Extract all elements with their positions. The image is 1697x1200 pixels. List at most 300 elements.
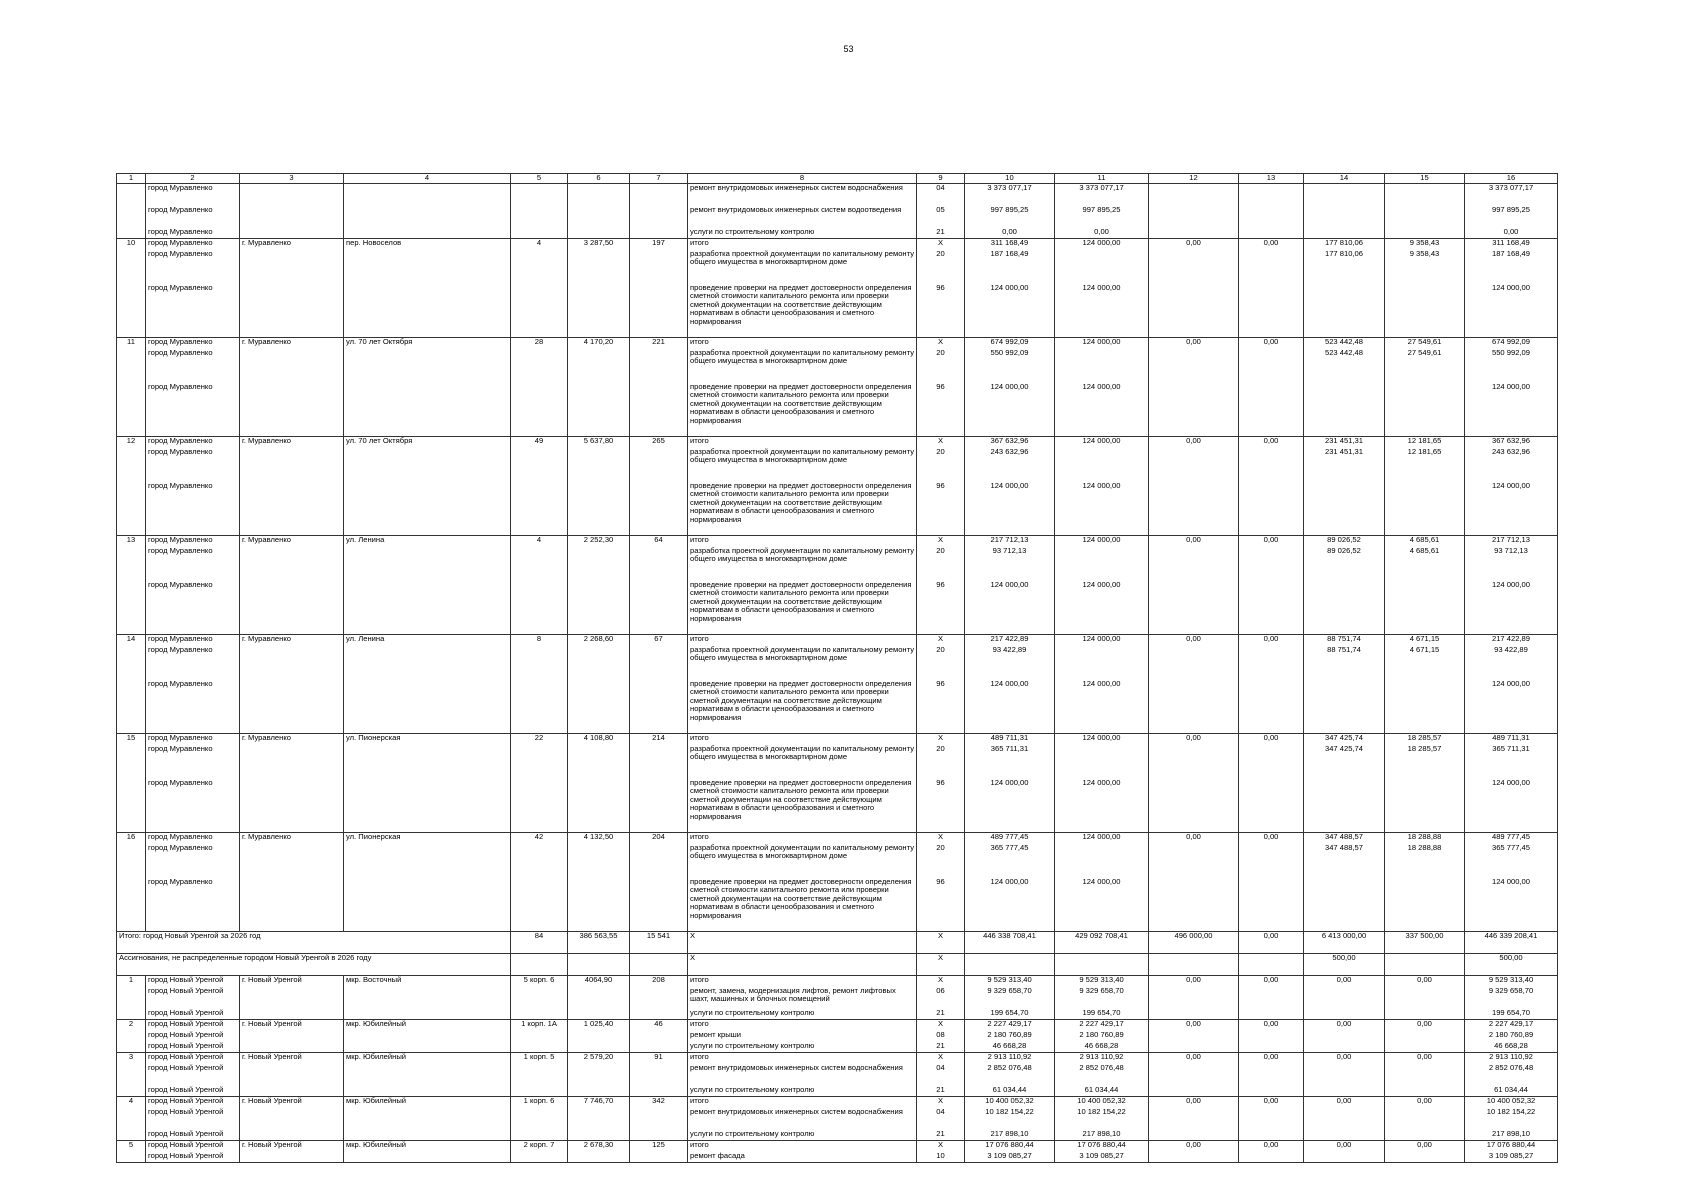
cell-funding-a: 124 000,00 bbox=[1055, 239, 1149, 250]
cell-funding-c bbox=[1239, 228, 1304, 239]
cell-work-code: X bbox=[917, 976, 965, 987]
cell-settlement bbox=[240, 1042, 344, 1053]
cell-funding-a: 2 180 760,89 bbox=[1055, 1031, 1149, 1042]
cell-funding-total: 997 895,25 bbox=[1465, 206, 1558, 228]
cell-funding-b bbox=[1149, 646, 1239, 680]
cell-total-cost: 17 076 880,44 bbox=[965, 1141, 1055, 1152]
cell-area bbox=[568, 954, 630, 976]
cell-work-code: 04 bbox=[917, 184, 965, 206]
cell-total-cost: 489 711,31 bbox=[965, 734, 1055, 745]
cell-total-cost: 2 913 110,92 bbox=[965, 1053, 1055, 1064]
cell-funding-b bbox=[1149, 954, 1239, 976]
cell-funding-a: 124 000,00 bbox=[1055, 383, 1149, 437]
cell-work-type: проведение проверки на предмет достоверности определения сметной стоимости капитального ремонта или проверки сметной документации на соответствие действующим нормативам в области ценообразования и сметного нормирования bbox=[688, 878, 917, 932]
cell-funding-d bbox=[1304, 228, 1385, 239]
cell-total-cost: 199 654,70 bbox=[965, 1009, 1055, 1020]
cell-residents: 64 bbox=[630, 536, 688, 547]
cell-funding-b: 0,00 bbox=[1149, 976, 1239, 987]
cell-residents bbox=[630, 482, 688, 536]
cell-municipality: город Муравленко bbox=[146, 878, 240, 932]
cell-funding-c bbox=[1239, 184, 1304, 206]
cell-work-code: X bbox=[917, 1141, 965, 1152]
cell-house bbox=[511, 844, 568, 878]
cell-residents bbox=[630, 779, 688, 833]
cell-street bbox=[344, 206, 511, 228]
cell-area bbox=[568, 482, 630, 536]
cell-funding-c bbox=[1239, 547, 1304, 581]
cell-total-cost: 3 373 077,17 bbox=[965, 184, 1055, 206]
cell-funding-a: 429 092 708,41 bbox=[1055, 932, 1149, 954]
cell-street bbox=[344, 228, 511, 239]
cell-funding-e: 0,00 bbox=[1385, 1053, 1465, 1064]
cell-area: 386 563,55 bbox=[568, 932, 630, 954]
cell-funding-total: 365 711,31 bbox=[1465, 745, 1558, 779]
table-row-total bbox=[117, 734, 1558, 745]
cell-area: 2 252,30 bbox=[568, 536, 630, 547]
cell-funding-a: 10 400 052,32 bbox=[1055, 1097, 1149, 1108]
cell-residents: 15 541 bbox=[630, 932, 688, 954]
cell-municipality: город Муравленко bbox=[146, 284, 240, 338]
cell-street bbox=[344, 383, 511, 437]
cell-funding-c: 0,00 bbox=[1239, 734, 1304, 745]
cell-funding-total: 187 168,49 bbox=[1465, 250, 1558, 284]
cell-funding-e: 9 358,43 bbox=[1385, 239, 1465, 250]
cell-funding-c bbox=[1239, 987, 1304, 1009]
column-header: 2 bbox=[146, 174, 240, 184]
cell-total-cost: 365 711,31 bbox=[965, 745, 1055, 779]
cell-funding-d bbox=[1304, 1009, 1385, 1020]
cell-total-cost: 10 400 052,32 bbox=[965, 1097, 1055, 1108]
cell-funding-b: 0,00 bbox=[1149, 536, 1239, 547]
cell-funding-e bbox=[1385, 228, 1465, 239]
cell-area: 5 637,80 bbox=[568, 437, 630, 448]
cell-street bbox=[344, 844, 511, 878]
cell-total-cost: 93 712,13 bbox=[965, 547, 1055, 581]
cell-funding-e bbox=[1385, 878, 1465, 932]
cell-house bbox=[511, 646, 568, 680]
column-header: 11 bbox=[1055, 174, 1149, 184]
cell-total-cost: 550 992,09 bbox=[965, 349, 1055, 383]
cell-funding-c: 0,00 bbox=[1239, 1141, 1304, 1152]
cell-funding-d bbox=[1304, 1042, 1385, 1053]
cell-funding-b bbox=[1149, 844, 1239, 878]
cell-row-number bbox=[117, 250, 146, 284]
cell-funding-d bbox=[1304, 1086, 1385, 1097]
cell-settlement bbox=[240, 646, 344, 680]
column-header: 9 bbox=[917, 174, 965, 184]
cell-total-cost: 61 034,44 bbox=[965, 1086, 1055, 1097]
cell-area bbox=[568, 383, 630, 437]
cell-settlement: г. Новый Уренгой bbox=[240, 1097, 344, 1108]
cell-house bbox=[511, 206, 568, 228]
cell-area: 7 746,70 bbox=[568, 1097, 630, 1108]
cell-funding-e: 4 671,15 bbox=[1385, 646, 1465, 680]
cell-funding-c: 0,00 bbox=[1239, 536, 1304, 547]
cell-residents bbox=[630, 383, 688, 437]
table-row-total bbox=[117, 833, 1558, 844]
cell-residents: 46 bbox=[630, 1020, 688, 1031]
cell-work-type: проведение проверки на предмет достоверности определения сметной стоимости капитального ремонта или проверки сметной документации на соответствие действующим нормативам в области ценообразования и сметного нормирования bbox=[688, 680, 917, 734]
cell-house: 4 bbox=[511, 536, 568, 547]
table-row bbox=[117, 250, 1558, 284]
cell-street: ул. Ленина bbox=[344, 635, 511, 646]
cell-residents bbox=[630, 646, 688, 680]
cell-funding-c bbox=[1239, 1152, 1304, 1163]
cell-funding-b bbox=[1149, 1031, 1239, 1042]
cell-residents: 214 bbox=[630, 734, 688, 745]
cell-municipality: город Новый Уренгой bbox=[146, 1031, 240, 1042]
cell-funding-e: 4 685,61 bbox=[1385, 547, 1465, 581]
cell-row-number bbox=[117, 1086, 146, 1097]
cell-funding-e bbox=[1385, 284, 1465, 338]
cell-residents: 208 bbox=[630, 976, 688, 987]
cell-municipality: город Новый Уренгой bbox=[146, 1053, 240, 1064]
cell-area bbox=[568, 844, 630, 878]
cell-house: 42 bbox=[511, 833, 568, 844]
column-header: 13 bbox=[1239, 174, 1304, 184]
column-header: 4 bbox=[344, 174, 511, 184]
cell-area bbox=[568, 1031, 630, 1042]
cell-area bbox=[568, 1086, 630, 1097]
cell-funding-e: 27 549,61 bbox=[1385, 338, 1465, 349]
cell-work-type: разработка проектной документации по капитальному ремонту общего имущества в многоквартирном доме bbox=[688, 250, 917, 284]
cell-municipality: город Муравленко bbox=[146, 745, 240, 779]
cell-funding-c: 0,00 bbox=[1239, 437, 1304, 448]
cell-house bbox=[511, 1086, 568, 1097]
cell-funding-b bbox=[1149, 206, 1239, 228]
cell-total-cost: 124 000,00 bbox=[965, 284, 1055, 338]
table-row bbox=[117, 878, 1558, 932]
cell-street: мкр. Восточный bbox=[344, 976, 511, 987]
cell-area: 4 170,20 bbox=[568, 338, 630, 349]
cell-residents bbox=[630, 954, 688, 976]
cell-municipality: город Муравленко bbox=[146, 228, 240, 239]
table-row bbox=[117, 987, 1558, 1009]
cell-work-code: 96 bbox=[917, 680, 965, 734]
cell-funding-c bbox=[1239, 250, 1304, 284]
table-row bbox=[117, 206, 1558, 228]
cell-row-number bbox=[117, 184, 146, 206]
cell-street: ул. 70 лет Октября bbox=[344, 338, 511, 349]
cell-row-number: 13 bbox=[117, 536, 146, 547]
cell-total-cost: 997 895,25 bbox=[965, 206, 1055, 228]
cell-work-type: разработка проектной документации по капитальному ремонту общего имущества в многоквартирном доме bbox=[688, 448, 917, 482]
cell-funding-b bbox=[1149, 1009, 1239, 1020]
cell-funding-total: 124 000,00 bbox=[1465, 878, 1558, 932]
cell-residents bbox=[630, 1031, 688, 1042]
cell-row-number bbox=[117, 349, 146, 383]
cell-funding-d: 0,00 bbox=[1304, 1020, 1385, 1031]
cell-total-cost bbox=[965, 954, 1055, 976]
cell-funding-total: 489 777,45 bbox=[1465, 833, 1558, 844]
cell-settlement bbox=[240, 1152, 344, 1163]
cell-total-cost: 9 529 313,40 bbox=[965, 976, 1055, 987]
cell-funding-a bbox=[1055, 745, 1149, 779]
cell-street: ул. 70 лет Октября bbox=[344, 437, 511, 448]
cell-row-number bbox=[117, 1152, 146, 1163]
cell-funding-d bbox=[1304, 581, 1385, 635]
cell-funding-c: 0,00 bbox=[1239, 976, 1304, 987]
cell-street bbox=[344, 184, 511, 206]
cell-funding-e: 0,00 bbox=[1385, 1141, 1465, 1152]
cell-funding-b bbox=[1149, 1108, 1239, 1130]
cell-row-number: 15 bbox=[117, 734, 146, 745]
cell-funding-total: 199 654,70 bbox=[1465, 1009, 1558, 1020]
cell-funding-e: 9 358,43 bbox=[1385, 250, 1465, 284]
cell-residents bbox=[630, 349, 688, 383]
cell-total-cost: 124 000,00 bbox=[965, 482, 1055, 536]
cell-residents: 197 bbox=[630, 239, 688, 250]
cell-settlement bbox=[240, 284, 344, 338]
cell-funding-a: 17 076 880,44 bbox=[1055, 1141, 1149, 1152]
cell-funding-d: 523 442,48 bbox=[1304, 338, 1385, 349]
cell-funding-b bbox=[1149, 448, 1239, 482]
table-row bbox=[117, 581, 1558, 635]
cell-work-code: 20 bbox=[917, 448, 965, 482]
cell-work-type: услуги по строительному контролю bbox=[688, 1042, 917, 1053]
table-row bbox=[117, 482, 1558, 536]
cell-settlement bbox=[240, 448, 344, 482]
cell-settlement bbox=[240, 987, 344, 1009]
cell-area bbox=[568, 987, 630, 1009]
cell-settlement: г. Новый Уренгой bbox=[240, 1020, 344, 1031]
table-row bbox=[117, 1108, 1558, 1130]
cell-house bbox=[511, 228, 568, 239]
cell-row-number bbox=[117, 844, 146, 878]
cell-municipality: город Новый Уренгой bbox=[146, 1097, 240, 1108]
cell-residents bbox=[630, 1042, 688, 1053]
column-header: 14 bbox=[1304, 174, 1385, 184]
cell-row-number bbox=[117, 745, 146, 779]
cell-funding-e: 0,00 bbox=[1385, 1097, 1465, 1108]
cell-area bbox=[568, 250, 630, 284]
cell-municipality: город Муравленко bbox=[146, 250, 240, 284]
cell-funding-total: 124 000,00 bbox=[1465, 581, 1558, 635]
cell-funding-total: 124 000,00 bbox=[1465, 383, 1558, 437]
cell-funding-b bbox=[1149, 745, 1239, 779]
cell-funding-b: 0,00 bbox=[1149, 1141, 1239, 1152]
cell-funding-b: 0,00 bbox=[1149, 338, 1239, 349]
cell-funding-total: 489 711,31 bbox=[1465, 734, 1558, 745]
cell-funding-a: 124 000,00 bbox=[1055, 779, 1149, 833]
cell-total-cost: 217 898,10 bbox=[965, 1130, 1055, 1141]
cell-funding-total: 0,00 bbox=[1465, 228, 1558, 239]
cell-funding-e bbox=[1385, 1031, 1465, 1042]
cell-funding-c: 0,00 bbox=[1239, 635, 1304, 646]
cell-residents: 204 bbox=[630, 833, 688, 844]
cell-area: 3 287,50 bbox=[568, 239, 630, 250]
cell-total-cost: 124 000,00 bbox=[965, 878, 1055, 932]
cell-settlement bbox=[240, 745, 344, 779]
cell-residents bbox=[630, 184, 688, 206]
cell-work-type: ремонт внутридомовых инженерных систем водоотведения bbox=[688, 206, 917, 228]
column-header: 7 bbox=[630, 174, 688, 184]
cell-settlement bbox=[240, 581, 344, 635]
cell-funding-d bbox=[1304, 1152, 1385, 1163]
cell-settlement bbox=[240, 547, 344, 581]
cell-area bbox=[568, 581, 630, 635]
cell-funding-c bbox=[1239, 1086, 1304, 1097]
cell-work-code: 05 bbox=[917, 206, 965, 228]
cell-total-cost: 46 668,28 bbox=[965, 1042, 1055, 1053]
cell-municipality: город Муравленко bbox=[146, 646, 240, 680]
cell-funding-e bbox=[1385, 1152, 1465, 1163]
cell-area: 4064,90 bbox=[568, 976, 630, 987]
cell-funding-b: 0,00 bbox=[1149, 239, 1239, 250]
cell-municipality: город Новый Уренгой bbox=[146, 1130, 240, 1141]
cell-funding-e bbox=[1385, 987, 1465, 1009]
cell-municipality: город Новый Уренгой bbox=[146, 1108, 240, 1130]
cell-residents: 91 bbox=[630, 1053, 688, 1064]
cell-work-code: 20 bbox=[917, 250, 965, 284]
cell-street bbox=[344, 1086, 511, 1097]
cell-funding-d bbox=[1304, 1031, 1385, 1042]
cell-work-code: X bbox=[917, 833, 965, 844]
cell-settlement bbox=[240, 844, 344, 878]
cell-funding-total: 9 329 658,70 bbox=[1465, 987, 1558, 1009]
cell-funding-d: 523 442,48 bbox=[1304, 349, 1385, 383]
cell-funding-e: 0,00 bbox=[1385, 976, 1465, 987]
cell-work-type: разработка проектной документации по капитальному ремонту общего имущества в многоквартирном доме bbox=[688, 349, 917, 383]
cell-residents: 125 bbox=[630, 1141, 688, 1152]
cell-funding-b: 0,00 bbox=[1149, 1053, 1239, 1064]
cell-work-code: X bbox=[917, 1097, 965, 1108]
cell-funding-c bbox=[1239, 448, 1304, 482]
cell-municipality: город Муравленко bbox=[146, 536, 240, 547]
cell-work-type: ремонт внутридомовых инженерных систем водоснабжения bbox=[688, 1064, 917, 1086]
cell-funding-total: 243 632,96 bbox=[1465, 448, 1558, 482]
cell-funding-b bbox=[1149, 1152, 1239, 1163]
cell-funding-d: 231 451,31 bbox=[1304, 448, 1385, 482]
cell-settlement bbox=[240, 228, 344, 239]
cell-funding-a: 10 182 154,22 bbox=[1055, 1108, 1149, 1130]
cell-funding-b bbox=[1149, 383, 1239, 437]
table-row bbox=[117, 646, 1558, 680]
cell-row-number: 16 bbox=[117, 833, 146, 844]
cell-total-cost: 187 168,49 bbox=[965, 250, 1055, 284]
cell-area: 4 132,50 bbox=[568, 833, 630, 844]
cell-street bbox=[344, 680, 511, 734]
cell-funding-e: 4 671,15 bbox=[1385, 635, 1465, 646]
cell-settlement bbox=[240, 1086, 344, 1097]
cell-street bbox=[344, 482, 511, 536]
cell-house: 1 корп. 5 bbox=[511, 1053, 568, 1064]
cell-funding-b: 0,00 bbox=[1149, 833, 1239, 844]
cell-funding-b: 0,00 bbox=[1149, 635, 1239, 646]
cell-funding-c bbox=[1239, 383, 1304, 437]
cell-house bbox=[511, 1064, 568, 1086]
cell-funding-b bbox=[1149, 581, 1239, 635]
cell-funding-d: 177 810,06 bbox=[1304, 250, 1385, 284]
cell-municipality: город Муравленко bbox=[146, 383, 240, 437]
cell-settlement: г. Муравленко bbox=[240, 536, 344, 547]
cell-row-number: 10 bbox=[117, 239, 146, 250]
cell-work-code: 04 bbox=[917, 1064, 965, 1086]
cell-work-code: 96 bbox=[917, 878, 965, 932]
cell-funding-d: 0,00 bbox=[1304, 1141, 1385, 1152]
cell-row-number: 2 bbox=[117, 1020, 146, 1031]
cell-area bbox=[568, 646, 630, 680]
table-row bbox=[117, 779, 1558, 833]
cell-work-type: ремонт, замена, модернизация лифтов, ремонт лифтовых шахт, машинных и блочных помещений bbox=[688, 987, 917, 1009]
cell-total-cost: 124 000,00 bbox=[965, 680, 1055, 734]
cell-house: 2 корп. 7 bbox=[511, 1141, 568, 1152]
cell-house bbox=[511, 1108, 568, 1130]
cell-area bbox=[568, 1130, 630, 1141]
cell-funding-e: 4 685,61 bbox=[1385, 536, 1465, 547]
cell-residents bbox=[630, 250, 688, 284]
cell-funding-c bbox=[1239, 1064, 1304, 1086]
capital-repair-table bbox=[116, 173, 1558, 1163]
cell-funding-c bbox=[1239, 954, 1304, 976]
cell-area bbox=[568, 228, 630, 239]
cell-row-number: 1 bbox=[117, 976, 146, 987]
cell-funding-e bbox=[1385, 1108, 1465, 1130]
cell-funding-total: 61 034,44 bbox=[1465, 1086, 1558, 1097]
cell-work-code: 20 bbox=[917, 844, 965, 878]
cell-residents bbox=[630, 581, 688, 635]
cell-funding-a: 124 000,00 bbox=[1055, 581, 1149, 635]
cell-funding-c bbox=[1239, 1031, 1304, 1042]
cell-residents bbox=[630, 745, 688, 779]
cell-work-code: 96 bbox=[917, 482, 965, 536]
cell-total-cost: 446 338 708,41 bbox=[965, 932, 1055, 954]
cell-total-cost: 674 992,09 bbox=[965, 338, 1055, 349]
cell-work-type: разработка проектной документации по капитальному ремонту общего имущества в многоквартирном доме bbox=[688, 745, 917, 779]
cell-area bbox=[568, 349, 630, 383]
cell-street: мкр. Юбилейный bbox=[344, 1097, 511, 1108]
cell-street bbox=[344, 547, 511, 581]
cell-funding-a bbox=[1055, 844, 1149, 878]
cell-row-number bbox=[117, 680, 146, 734]
cell-funding-b bbox=[1149, 987, 1239, 1009]
cell-settlement bbox=[240, 1031, 344, 1042]
cell-funding-c bbox=[1239, 349, 1304, 383]
column-header: 10 bbox=[965, 174, 1055, 184]
cell-row-number bbox=[117, 448, 146, 482]
cell-work-type: X bbox=[688, 932, 917, 954]
cell-funding-total: 550 992,09 bbox=[1465, 349, 1558, 383]
cell-street bbox=[344, 1042, 511, 1053]
cell-funding-e bbox=[1385, 1042, 1465, 1053]
cell-funding-b bbox=[1149, 184, 1239, 206]
cell-work-type: итого bbox=[688, 536, 917, 547]
cell-funding-c bbox=[1239, 1042, 1304, 1053]
cell-settlement bbox=[240, 349, 344, 383]
cell-row-number bbox=[117, 228, 146, 239]
cell-settlement: г. Новый Уренгой bbox=[240, 976, 344, 987]
cell-house bbox=[511, 680, 568, 734]
cell-work-code: X bbox=[917, 1053, 965, 1064]
cell-total-cost: 93 422,89 bbox=[965, 646, 1055, 680]
cell-row-number bbox=[117, 1130, 146, 1141]
cell-settlement: г. Муравленко bbox=[240, 239, 344, 250]
cell-area bbox=[568, 284, 630, 338]
cell-work-code: 96 bbox=[917, 284, 965, 338]
cell-funding-e: 12 181,65 bbox=[1385, 437, 1465, 448]
cell-total-cost: 367 632,96 bbox=[965, 437, 1055, 448]
cell-work-code: X bbox=[917, 932, 965, 954]
cell-funding-b: 0,00 bbox=[1149, 1020, 1239, 1031]
cell-municipality: город Муравленко bbox=[146, 779, 240, 833]
cell-row-number bbox=[117, 581, 146, 635]
cell-settlement: г. Муравленко bbox=[240, 338, 344, 349]
table-row-total bbox=[117, 635, 1558, 646]
table-row bbox=[117, 844, 1558, 878]
cell-funding-total: 124 000,00 bbox=[1465, 482, 1558, 536]
table-row bbox=[117, 745, 1558, 779]
cell-funding-e bbox=[1385, 1086, 1465, 1097]
